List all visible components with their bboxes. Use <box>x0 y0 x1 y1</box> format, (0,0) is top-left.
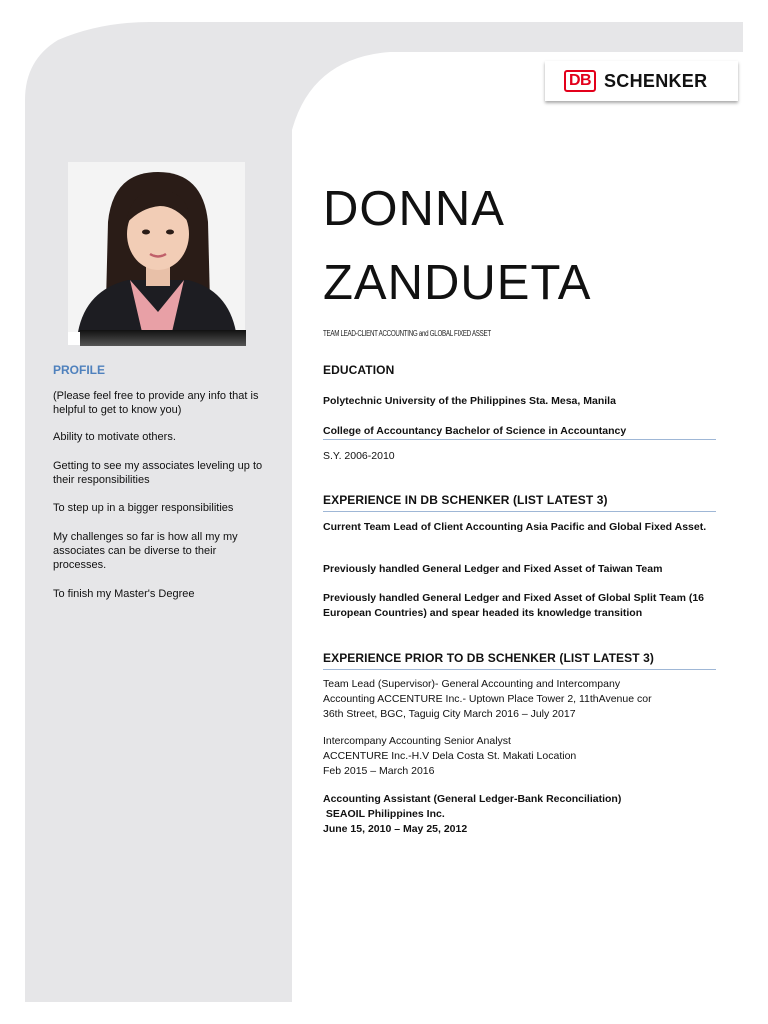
section-rule <box>323 669 716 670</box>
profile-item: Getting to see my associates leveling up to their responsibilities <box>53 460 263 486</box>
profile-item: To step up in a bigger responsibilities <box>53 502 234 514</box>
experience-prior-item <box>323 792 718 837</box>
experience-db-item: Previously handled General Ledger and Fixed Asset of Taiwan Team <box>323 563 663 575</box>
profile-item: (Please feel free to provide any info that is helpful to get to know you) <box>53 390 259 416</box>
profile-photo <box>68 162 245 345</box>
profile-heading: PROFILE <box>53 363 106 377</box>
profile-item: To finish my Master's Degree <box>53 588 195 600</box>
experience-line: Accounting ACCENTURE Inc.- Uptown Place Tower 2, 11thAvenue cor <box>323 693 652 705</box>
education-heading: EDUCATION <box>323 363 395 377</box>
company-logo <box>545 61 738 101</box>
profile-item: My challenges so far is how all my my associates can be diverse to their processes. <box>53 531 238 571</box>
experience-prior-item <box>323 677 718 722</box>
db-logo-badge: DB <box>564 70 596 92</box>
experience-line: June 15, 2010 – May 25, 2012 <box>323 823 468 835</box>
experience-prior-item <box>323 734 718 779</box>
experience-line: ACCENTURE Inc.-H.V Dela Costa St. Makati Location <box>323 750 577 762</box>
last-name: ZANDUETA <box>323 256 592 310</box>
experience-line: Intercompany Accounting Senior Analyst <box>323 735 511 747</box>
experience-line: SEAOIL Philippines Inc. <box>323 808 445 820</box>
first-name: DONNA <box>323 182 505 236</box>
experience-db-item: Current Team Lead of Client Accounting Asia Pacific and Global Fixed Asset. <box>323 521 707 533</box>
experience-db-heading: EXPERIENCE IN DB SCHENKER (LIST LATEST 3) <box>323 493 608 507</box>
brand-name: SCHENKER <box>604 70 708 91</box>
experience-prior-heading: EXPERIENCE PRIOR TO DB SCHENKER (LIST LATEST 3) <box>323 651 654 665</box>
section-rule <box>323 511 716 512</box>
experience-line: Team Lead (Supervisor)- General Accounting and Intercompany <box>323 678 621 690</box>
experience-db-item: Previously handled General Ledger and Fixed Asset of Global Split Team (16 European Countries) and spear headed its knowledge transition <box>323 592 705 619</box>
education-degree: College of Accountancy Bachelor of Science in Accountancy <box>323 425 627 437</box>
job-title: TEAM LEAD-CLIENT ACCOUNTING and GLOBAL FIXED ASSET <box>323 329 491 338</box>
education-school: Polytechnic University of the Philippines Sta. Mesa, Manila <box>323 395 616 407</box>
experience-line: Accounting Assistant (General Ledger-Bank Reconciliation) <box>323 793 622 805</box>
photo-shadow-bar <box>80 330 246 346</box>
education-years: S.Y. 2006-2010 <box>323 450 395 462</box>
section-rule <box>323 439 716 440</box>
experience-line: Feb 2015 – March 2016 <box>323 765 435 777</box>
profile-item: Ability to motivate others. <box>53 431 176 443</box>
experience-line: 36th Street, BGC, Taguig City March 2016 – July 2017 <box>323 708 576 720</box>
portrait-illustration <box>68 162 245 332</box>
